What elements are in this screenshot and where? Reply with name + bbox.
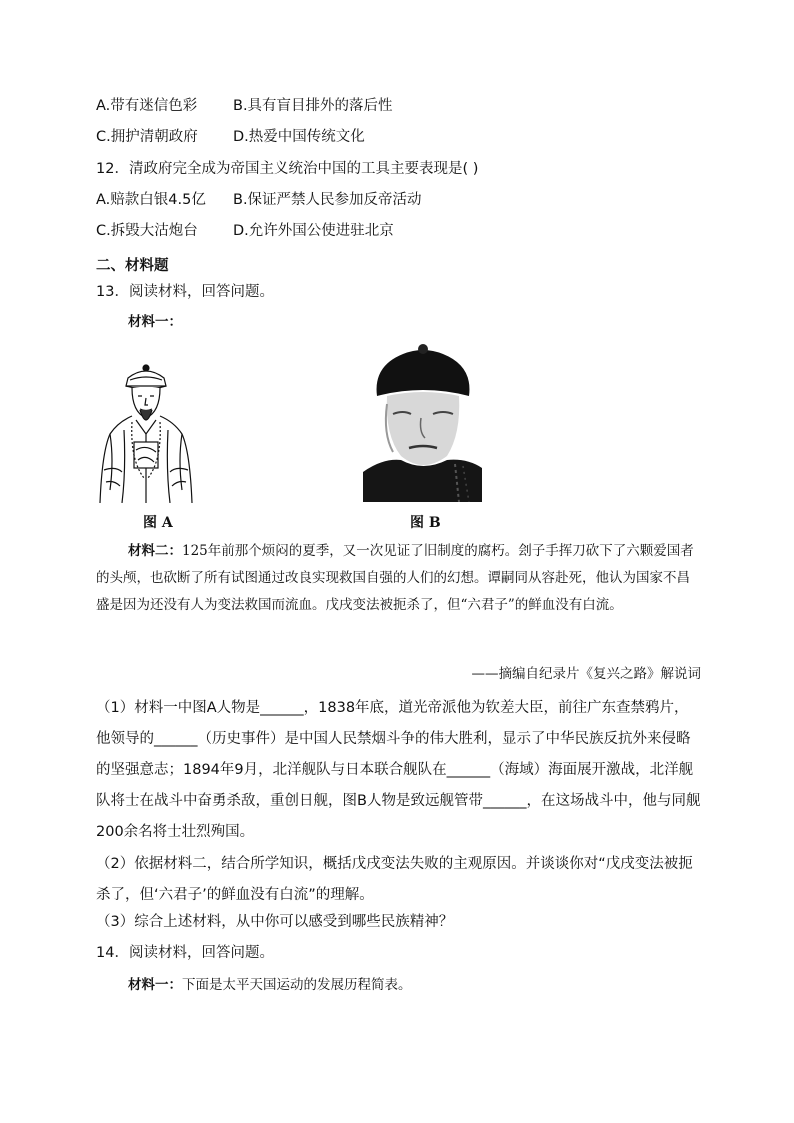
- q12-options-row-1: [96, 190, 422, 210]
- q12-option-d: D.允许外国公使进驻北京: [233, 223, 394, 239]
- q11-option-d: D.热爱中国传统文化: [233, 129, 365, 145]
- q13-material1-label: 材料一：: [128, 314, 182, 330]
- q12-stem: 12．清政府完全成为帝国主义统治中国的工具主要表现是( ): [96, 161, 479, 177]
- q12-options-row-2: [96, 221, 394, 241]
- figure-b-portrait: [363, 344, 482, 502]
- q13-material2-text: 125年前那个烦闷的夏季，又一次见证了旧制度的腐朽。刽子手挥刀砍下了六颗爱国者的头颅，也砍断了所有试图通过改良实现救国自强的人们的幻想。谭嗣同从容赴死，他认为国家不昌盛是因为还没有人为变法救国而流血。戊戌变法被扼杀了，但“六君子”的鲜血没有白流。: [96, 543, 694, 613]
- section-heading: 二、材料题: [96, 258, 169, 274]
- q11-options-row-2: [96, 127, 365, 147]
- q11-option-c: C.拥护清朝政府: [96, 129, 198, 145]
- figure-a-portrait: [96, 360, 196, 503]
- q13-material2: [96, 538, 701, 619]
- caption-figure-a: 图 A: [143, 515, 173, 531]
- q12-option-b: B.保证严禁人民参加反帝活动: [233, 192, 422, 208]
- q14-material1: [128, 975, 412, 995]
- q13-stem: 13．阅读材料，回答问题。: [96, 284, 274, 300]
- q11-options-row-1: [96, 96, 393, 116]
- q13-material2-source: ——摘编自纪录片《复兴之路》解说词: [471, 666, 701, 682]
- q13-material2-label: 材料二：: [128, 543, 182, 559]
- q14-stem: 14．阅读材料，回答问题。: [96, 945, 274, 961]
- q11-option-b: B.具有盲目排外的落后性: [233, 98, 393, 114]
- caption-figure-b: 图 B: [410, 515, 441, 531]
- q14-material1-text: 下面是太平天国运动的发展历程简表。: [182, 977, 412, 993]
- q13-subquestion-1: （1）材料一中图A人物是______，1838年底，道光帝派他为钦差大臣，前往广东查禁鸦片，他领导的______（历史事件）是中国人民禁烟斗争的伟大胜利，显示了中华民族反抗外来侵略的坚强意志；1894年9月，北洋舰队与日本联合舰队在______（海域）海面展开激战，北洋舰队将士在战斗中奋勇杀敌，重创日舰，图B人物是致远舰管带______，在这场战斗中，他与同舰200余名将士壮烈殉国。: [96, 700, 701, 840]
- q13-subquestion-2: （2）依据材料二，结合所学知识，概括戊戌变法失败的主观原因。并谈谈你对“戊戌变法被扼杀了，但‘六君子’的鲜血没有白流”的理解。: [96, 856, 693, 903]
- q12-option-c: C.拆毁大沽炮台: [96, 223, 198, 239]
- q13-subquestion-3: （3）综合上述材料，从中你可以感受到哪些民族精神？: [96, 914, 454, 930]
- q14-material1-label: 材料一：: [128, 977, 182, 993]
- q11-option-a: A.带有迷信色彩: [96, 98, 198, 114]
- q12-option-a: A.赔款白银4.5亿: [96, 192, 206, 208]
